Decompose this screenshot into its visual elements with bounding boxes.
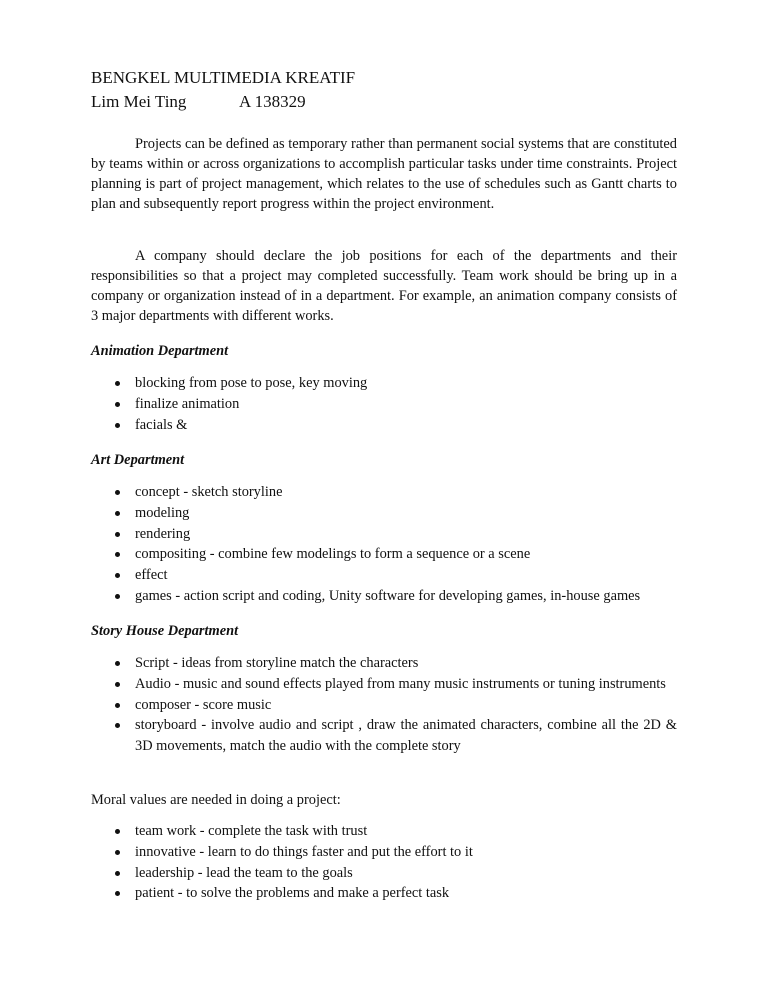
bullet-icon: [115, 423, 120, 428]
list-item-text: concept - sketch storyline: [135, 484, 283, 500]
list-item: [91, 544, 677, 565]
story-house-department-list: [91, 653, 677, 757]
list-item: [91, 586, 677, 607]
bullet-icon: [115, 594, 120, 599]
list-item: [91, 842, 677, 863]
list-item: [91, 482, 677, 503]
list-item-text: storyboard - involve audio and script , draw the animated characters, combine all the 2D & 3D movements, match the audio with the complete story: [135, 717, 677, 755]
art-department-list: [91, 482, 677, 607]
list-item-text: facials &: [135, 416, 188, 433]
list-item: [91, 653, 677, 674]
list-item: [91, 821, 677, 842]
list-item-text: blocking from pose to pose, key moving: [135, 375, 368, 391]
author-name: Lim Mei Ting: [91, 92, 187, 111]
list-item: [91, 863, 677, 884]
animation-department-heading: Animation Department: [91, 343, 229, 359]
bullet-icon: [115, 891, 120, 896]
list-item: [91, 715, 677, 757]
bullet-icon: [115, 490, 120, 495]
list-item: [91, 415, 677, 436]
student-id: A 138329: [239, 92, 306, 111]
list-item-text: modeling: [135, 504, 190, 521]
art-department-heading: Art Department: [91, 452, 185, 468]
list-item-text: leadership - lead the team to the goals: [135, 864, 353, 881]
bullet-icon: [115, 850, 120, 855]
list-item: [91, 695, 677, 716]
list-item: [91, 373, 677, 394]
bullet-icon: [115, 703, 120, 708]
bullet-icon: [115, 661, 120, 666]
animation-department-list: [91, 373, 677, 435]
list-item: [91, 503, 677, 524]
bullet-icon: [115, 871, 120, 876]
list-item: [91, 524, 677, 545]
list-item-text: games - action script and coding, Unity software for developing games, in-house games: [135, 587, 641, 604]
bullet-icon: [115, 402, 120, 407]
bullet-icon: [115, 381, 120, 386]
list-item-text: team work - complete the task with trust: [135, 823, 368, 839]
list-item-text: composer - score music: [135, 696, 272, 713]
bullet-icon: [115, 723, 120, 728]
bullet-icon: [115, 532, 120, 537]
bullet-icon: [115, 829, 120, 834]
list-item-text: rendering: [135, 525, 191, 542]
story-house-department-heading: Story House Department: [91, 623, 239, 639]
list-item-text: innovative - learn to do things faster and put the effort to it: [135, 843, 473, 860]
intro-paragraph-1: Projects can be defined as temporary rather than permanent social systems that are constituted by teams within or across organizations to accomplish particular tasks under time constraints. Project planning is part of project management, which relates to the use of schedules such as Gantt charts to plan and subsequently report progress within the project environment.: [91, 136, 677, 212]
list-item-text: effect: [135, 567, 168, 584]
list-item-text: compositing - combine few modelings to form a sequence or a scene: [135, 546, 531, 563]
moral-values-intro: Moral values are needed in doing a project:: [91, 792, 341, 808]
moral-values-list: [91, 821, 677, 904]
bullet-icon: [115, 573, 120, 578]
list-item: [91, 883, 677, 904]
bullet-icon: [115, 552, 120, 557]
document-title: BENGKEL MULTIMEDIA KREATIF: [91, 68, 356, 87]
bullet-icon: [115, 682, 120, 687]
list-item: [91, 565, 677, 586]
intro-paragraph-2: A company should declare the job positions for each of the departments and their responsibilities so that a project may completed successfully. Team work should be bring up in a company or organization instead of in a department. For example, an animation company consists of 3 major departments with different works.: [91, 248, 677, 324]
list-item-text: finalize animation: [135, 395, 240, 412]
list-item: [91, 394, 677, 415]
list-item-text: Script - ideas from storyline match the characters: [135, 655, 419, 671]
list-item-text: patient - to solve the problems and make a perfect task: [135, 885, 450, 902]
list-item: [91, 674, 677, 695]
bullet-icon: [115, 511, 120, 516]
list-item-text: Audio - music and sound effects played from many music instruments or tuning instruments: [135, 675, 666, 692]
